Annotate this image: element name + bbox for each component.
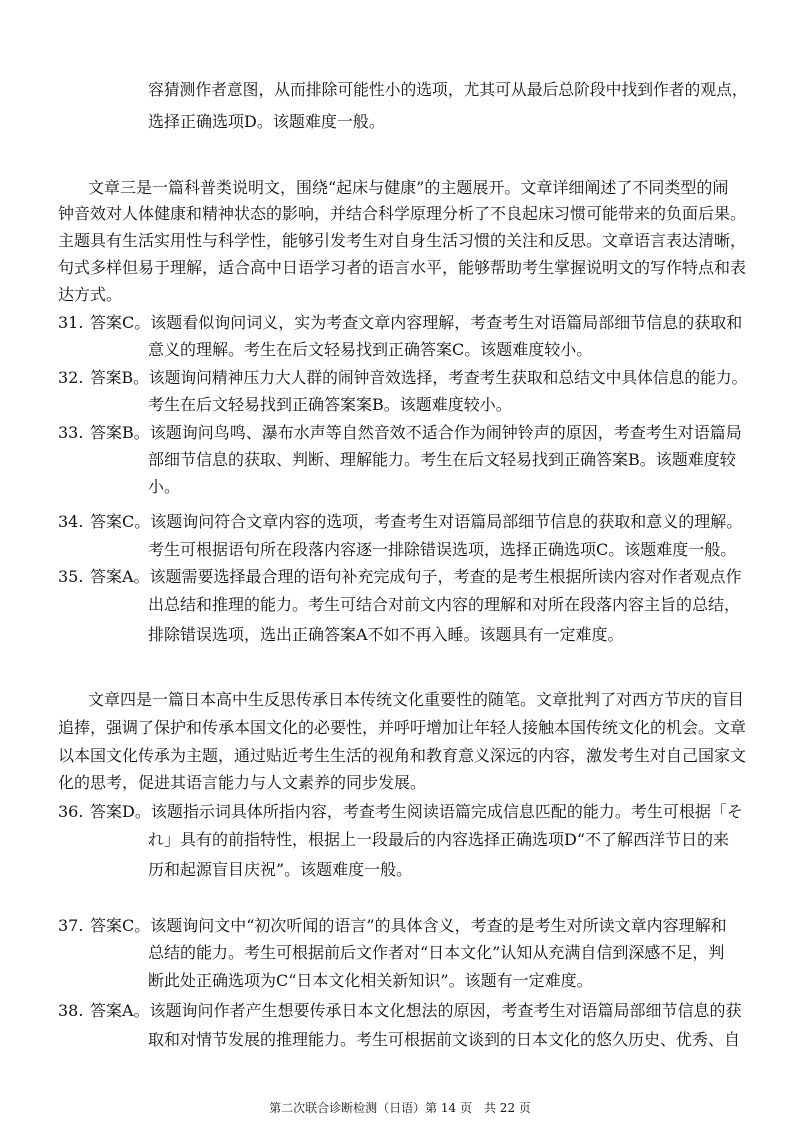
answer-line: 答案C。该题询问符合文章内容的选项，考查考生对语篇局部细节信息的获取和意义的理解。 [90,512,743,531]
answer-line: 出总结和推理的能力。考生可结合对前文内容的理解和对所在段落内容主旨的总结， [148,595,741,614]
text-line: 选择正确选项D。该题难度一般。 [148,112,385,131]
question-number: 36. [58,802,84,821]
question-number: 33. [58,423,84,442]
question-number: 35. [58,567,84,586]
answer-line: 答案A。该题询问作者产生想要传承日本文化想法的原因，考查考生对语篇局部细节信息的获 [90,1001,742,1020]
answer-line: 排除错误选项，选出正确答案A不如不再入睡。该题具有一定难度。 [148,625,624,644]
answer-line: 答案D。该题指示词具体所指内容，考查考生阅读语篇完成信息匹配的能力。考生可根据「そ [90,802,743,821]
answer-line: 考生可根据语句所在段落内容逐一排除错误选项，选择正确选项C。该题难度一般。 [148,540,737,559]
answer-line: 答案C。该题看似询问词义，实为考查文章内容理解，考查考生对语篇局部细节信息的获取和 [90,313,743,332]
answer-line: 意义的理解。考生在后文轻易找到正确答案C。该题难度较小。 [148,340,593,359]
answer-line: 取和对情节发展的推理能力。考生可根据前文谈到的日本文化的悠久历史、优秀、自 [148,1030,741,1049]
answer-line: 答案C。该题询问文中“初次听闻的语言”的具体含义，考查的是考生对所读文章内容理解和 [90,916,727,935]
question-number: 34. [58,512,84,531]
article4-intro-line: 以本国文化传承为主题，通过贴近考生生活的视角和教育意义深远的内容，激发考生对自己国家文 [58,746,747,765]
article3-intro-line: 钟音效对人体健康和精神状态的影响，并结合科学原理分析了不良起床习惯可能带来的负面后果。 [58,204,747,223]
article4-intro-line: 化的思考，促进其语言能力与人文素养的同步发展。 [58,773,427,792]
question-number: 31. [58,313,84,332]
question-number: 37. [58,916,84,935]
answer-line: 断此处正确选项为C“日本文化相关新知识”。该题有一定难度。 [148,971,593,990]
answer-line: 答案B。该题询问鸟鸣、瀑布水声等自然音效不适合作为闹钟铃声的原因，考查考生对语篇局 [90,423,742,442]
article3-intro-line: 达方式。 [58,285,123,304]
answer-line: 答案B。该题询问精神压力大人群的闹钟音效选择，考查考生获取和总结文中具体信息的能力。 [90,368,748,387]
answer-line: 部细节信息的获取、判断、理解能力。考生在后文轻易找到正确答案B。该题难度较 [148,450,736,469]
question-number: 38. [58,1001,84,1020]
article3-intro-line: 句式多样但易于理解，适合高中日语学习者的语言水平，能够帮助考生掌握说明文的写作特点和表 [58,258,747,277]
article3-intro-line: 文章三是一篇科普类说明文，围绕“起床与健康”的主题展开。文章详细阐述了不同类型的闹 [88,178,729,197]
article4-intro-line: 追捧，强调了保护和传承本国文化的必要性，并呼吁增加让年轻人接触本国传统文化的机会。文章 [58,718,747,737]
answer-line: れ」具有的前指特性，根据上一段最后的内容选择正确选项D“不了解西洋节日的来 [148,830,730,849]
text-line: 容猜测作者意图，从而排除可能性小的选项，尤其可从最后总阶段中找到作者的观点， [148,80,748,99]
page-footer: 第二次联合诊断检测（日语）第 14 页 共 22 页 [269,1101,531,1115]
answer-line: 总结的能力。考生可根据前后文作者对“日本文化”认知从充满自信到深感不足，判 [148,943,725,962]
article4-intro-line: 文章四是一篇日本高中生反思传承日本传统文化重要性的随笔。文章批判了对西方节庆的盲目 [88,690,745,709]
answer-line: 考生在后文轻易找到正确答案案B。该题难度较小。 [148,395,512,414]
article3-intro-line: 主题具有生活实用性与科学性，能够引发考生对自身生活习惯的关注和反思。文章语言表达清晰， [58,231,747,250]
answer-line: 小。 [148,477,181,496]
question-number: 32. [58,368,84,387]
answer-line: 历和起源盲目庆祝”。该题难度一般。 [148,860,413,879]
answer-line: 答案A。该题需要选择最合理的语句补充完成句子，考查的是考生根据所读内容对作者观点作 [90,567,742,586]
